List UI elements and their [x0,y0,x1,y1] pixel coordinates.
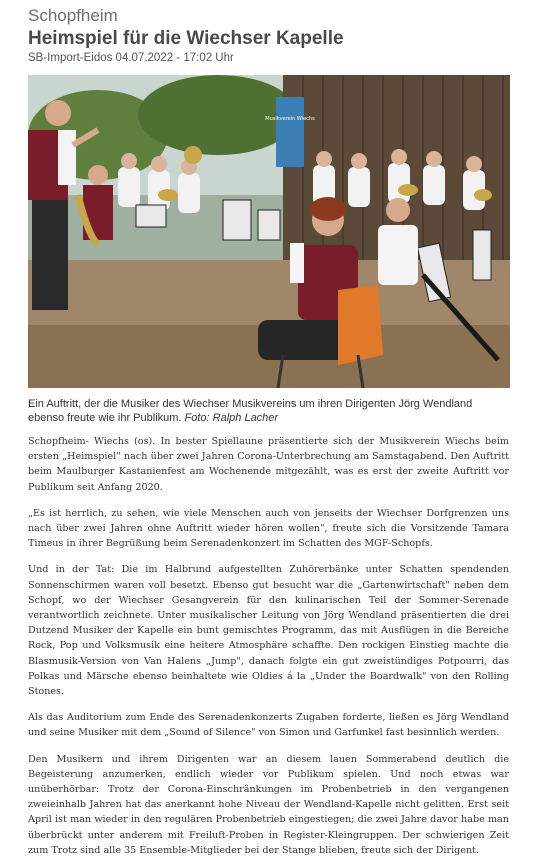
article-kicker: Schopfheim [28,6,118,25]
paragraph: „Es ist herrlich, zu sehen, wie viele Menschen auch von jenseits der Wiechser Dorfgrenzen uns nach über zwei Jahren ohne Auftritt wieder hören wollen", freute sich die Vorsitzende Tamara Timeus in ihrer Begrüßung beim Serenadenkonzert im Schatten des MGF-Schopfs. [28,507,509,550]
banner-text: Musikverein Wiechs [265,116,315,122]
article-headline: Heimspiel für die Wiechser Kapelle [28,28,344,49]
article-body [28,434,509,858]
band-photo-illustration [28,75,510,388]
photo-credit: Foto: Ralph Lacher [184,411,279,424]
photo-caption [28,398,509,425]
paragraph: Und in der Tat: Die im Halbrund aufgestellten Zuhörerbänke unter Schatten spendenden Sonnenschirmen waren voll besetzt. Ebenso gut besucht war die „Gartenwirtschaft" neben dem Schopf, wo der Wiechser Gesangverein für den kulinarischen Teil der Sommer-Serenade verantwortlich zeichnete. Unter musikalischer Leitung von Jörg Wendland präsentierten die drei Dutzend Musiker der Kapelle ein bunt gemischtes Programm, das mit Ausflügen in die Bereiche Rock, Pop und Volksmusik eine heitere Atmosphäre schaffte. Den rockigen Einstieg machte die Blasmusik-Version von Van Halens „Jump", danach folgte ein gut zweistündiges Potpourri, das Polkas und Märsche ebenso beinhaltete wie Oldies á la „Under the Boardwalk" von den Rolling Stones. [28,564,509,698]
paragraph: Als das Auditorium zum Ende des Serenadenkonzerts Zugaben forderte, ließen es Jörg Wendland und seine Musiker mit dem „Sound of Silence" von Simon und Garfunkel fast besinnlich werden. [28,712,509,739]
article-photo[interactable] [28,75,510,388]
paragraph: Den Musikern und ihrem Dirigenten war an diesem lauen Sommerabend deutlich die Begeisterung anzumerken, endlich wieder vor Publikum spielen. Und noch etwas war unüberhörbar: Trotz der Corona-Einschränkungen im Probenbetrieb in den vergangenen zweieinhalb Jahren hat das anerkannt hohe Niveau der Wendland-Kapelle nicht gelitten. Erst seit April ist man wieder in den regulären Probenbetrieb eingestiegen; die zwei Jahre davor habe man überbrückt unter anderem mit Freiluft-Proben in Register-Kleingruppen. Der schwierigen Zeit zum Trotz sind alle 35 Ensemble-Mitglieder bei der Stange blieben, freute sich der Dirigent. [28,753,509,856]
paragraph: Schopfheim- Wiechs (os). In bester Spiellaune präsentierte sich der Musikverein Wiechs beim ersten „Heimspiel" nach über zwei Jahren Corona-Unterbrechung am Samstagabend. Den Auftritt beim Maulburger Kastanienfest am Wochenende mitgezählt, was es erst der zweite Auftritt vor Publikum seit Anfang 2020. [28,436,509,493]
article-meta: SB-Import-Eidos 04.07.2022 - 17:02 Uhr [28,52,234,64]
caption-text: Ein Auftritt, der die Musiker des Wiechser Musikvereins um ihren Dirigenten Jörg Wendland ebenso freute wie ihr Publikum. [28,398,473,424]
